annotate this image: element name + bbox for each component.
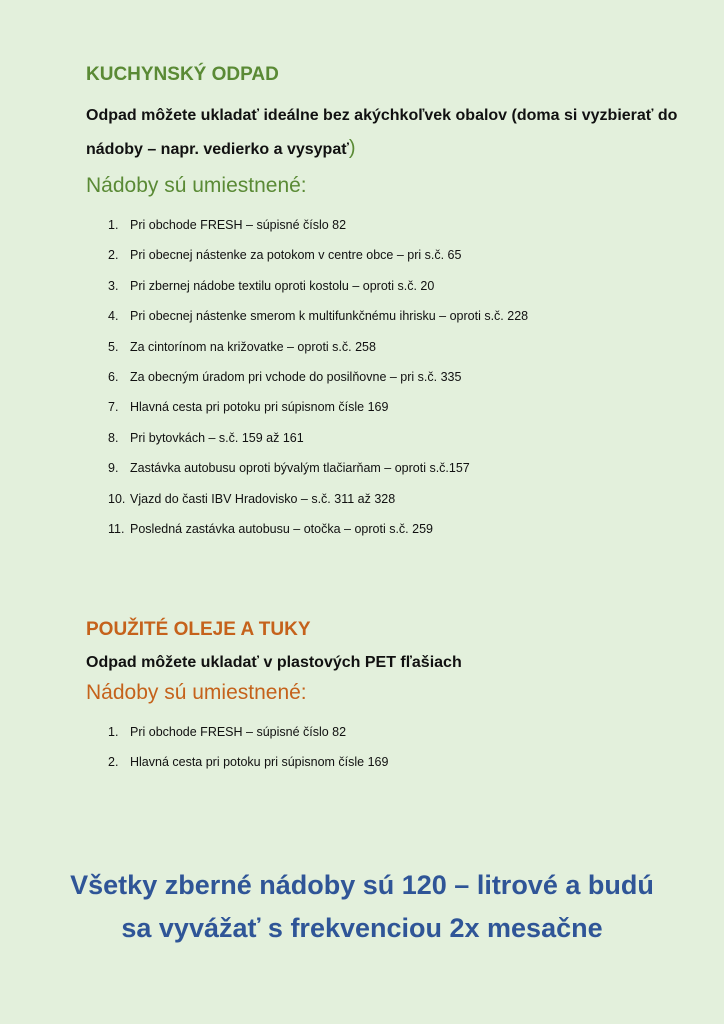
oils-subtitle: Nádoby sú umiestnené:: [86, 681, 307, 704]
list-item: [86, 210, 686, 240]
list-item: [86, 392, 686, 422]
list-item-text: Pri obchode FRESH – súpisné číslo 82: [130, 218, 347, 232]
list-item-text: Hlavná cesta pri potoku pri súpisnom čísle 169: [130, 755, 389, 770]
kitchen-intro: [86, 100, 686, 166]
list-item: [86, 423, 686, 453]
list-item: [86, 484, 686, 514]
list-item: [86, 332, 686, 362]
list-item: [86, 747, 686, 777]
list-item-text: Za cintorínom na križovatke – oproti s.č. 258: [130, 339, 376, 354]
kitchen-location-list: [86, 210, 686, 544]
list-item-text: Hlavná cesta pri potoku pri súpisnom čísle 169: [130, 400, 389, 415]
oils-section: [86, 619, 686, 778]
list-item-number: 6.: [108, 369, 119, 384]
list-item-number: 2.: [108, 248, 119, 263]
list-item: [86, 514, 686, 544]
list-item-text: Pri obchode FRESH – súpisné číslo 82: [130, 725, 347, 739]
list-item: [86, 301, 686, 331]
list-item-text: Pri zbernej nádobe textilu oproti kostolu – oproti s.č. 20: [130, 278, 435, 293]
list-item-number: 5.: [108, 339, 119, 354]
kitchen-title: KUCHYNSKÝ ODPAD: [86, 64, 279, 85]
list-item-text: Pri obecnej nástenke za potokom v centre obce – pri s.č. 65: [130, 248, 462, 263]
kitchen-intro-close: ): [348, 137, 356, 159]
kitchen-intro-text: Odpad môžete ukladať ideálne bez akýchkoľvek obalov (doma si vyzbierať do nádoby – napr. vedierko a vysypať: [86, 107, 678, 158]
list-item: [86, 453, 686, 483]
footer-line-2: sa vyvážať s frekvenciou 2x mesačne: [121, 913, 603, 943]
kitchen-section: [86, 64, 686, 544]
list-item-number: 1.: [108, 218, 119, 232]
list-item-number: 11.: [108, 521, 125, 536]
list-item-number: 4.: [108, 309, 119, 324]
list-item-number: 7.: [108, 400, 119, 415]
list-item-number: 10.: [108, 491, 126, 506]
list-item-number: 8.: [108, 430, 119, 445]
list-item-text: Pri obecnej nástenke smerom k multifunkčnému ihrisku – oproti s.č. 228: [130, 309, 529, 324]
list-item: [86, 240, 686, 270]
list-item-text: Zastávka autobusu oproti bývalým tlačiarňam – oproti s.č.157: [130, 461, 470, 476]
oils-title: POUŽITÉ OLEJE A TUKY: [86, 619, 311, 640]
list-item-number: 9.: [108, 461, 119, 476]
list-item-text: Posledná zastávka autobusu – otočka – oproti s.č. 259: [130, 521, 433, 536]
kitchen-subtitle: Nádoby sú umiestnené:: [86, 174, 307, 197]
footer-notice: [40, 864, 684, 950]
list-item-number: 2.: [108, 755, 119, 770]
list-item-text: Pri bytovkách – s.č. 159 až 161: [130, 430, 304, 445]
list-item-text: Vjazd do časti IBV Hradovisko – s.č. 311 až 328: [130, 491, 396, 506]
list-item-text: Za obecným úradom pri vchode do posilňovne – pri s.č. 335: [130, 369, 462, 384]
footer-line-1: Všetky zberné nádoby sú 120 – litrové a budú: [70, 870, 654, 900]
oils-intro: Odpad môžete ukladať v plastových PET fľašiach: [86, 654, 462, 671]
list-item: [86, 717, 686, 747]
list-item: [86, 271, 686, 301]
list-item-number: 3.: [108, 278, 119, 293]
oils-location-list: [86, 717, 686, 778]
list-item: [86, 362, 686, 392]
list-item-number: 1.: [108, 725, 119, 739]
